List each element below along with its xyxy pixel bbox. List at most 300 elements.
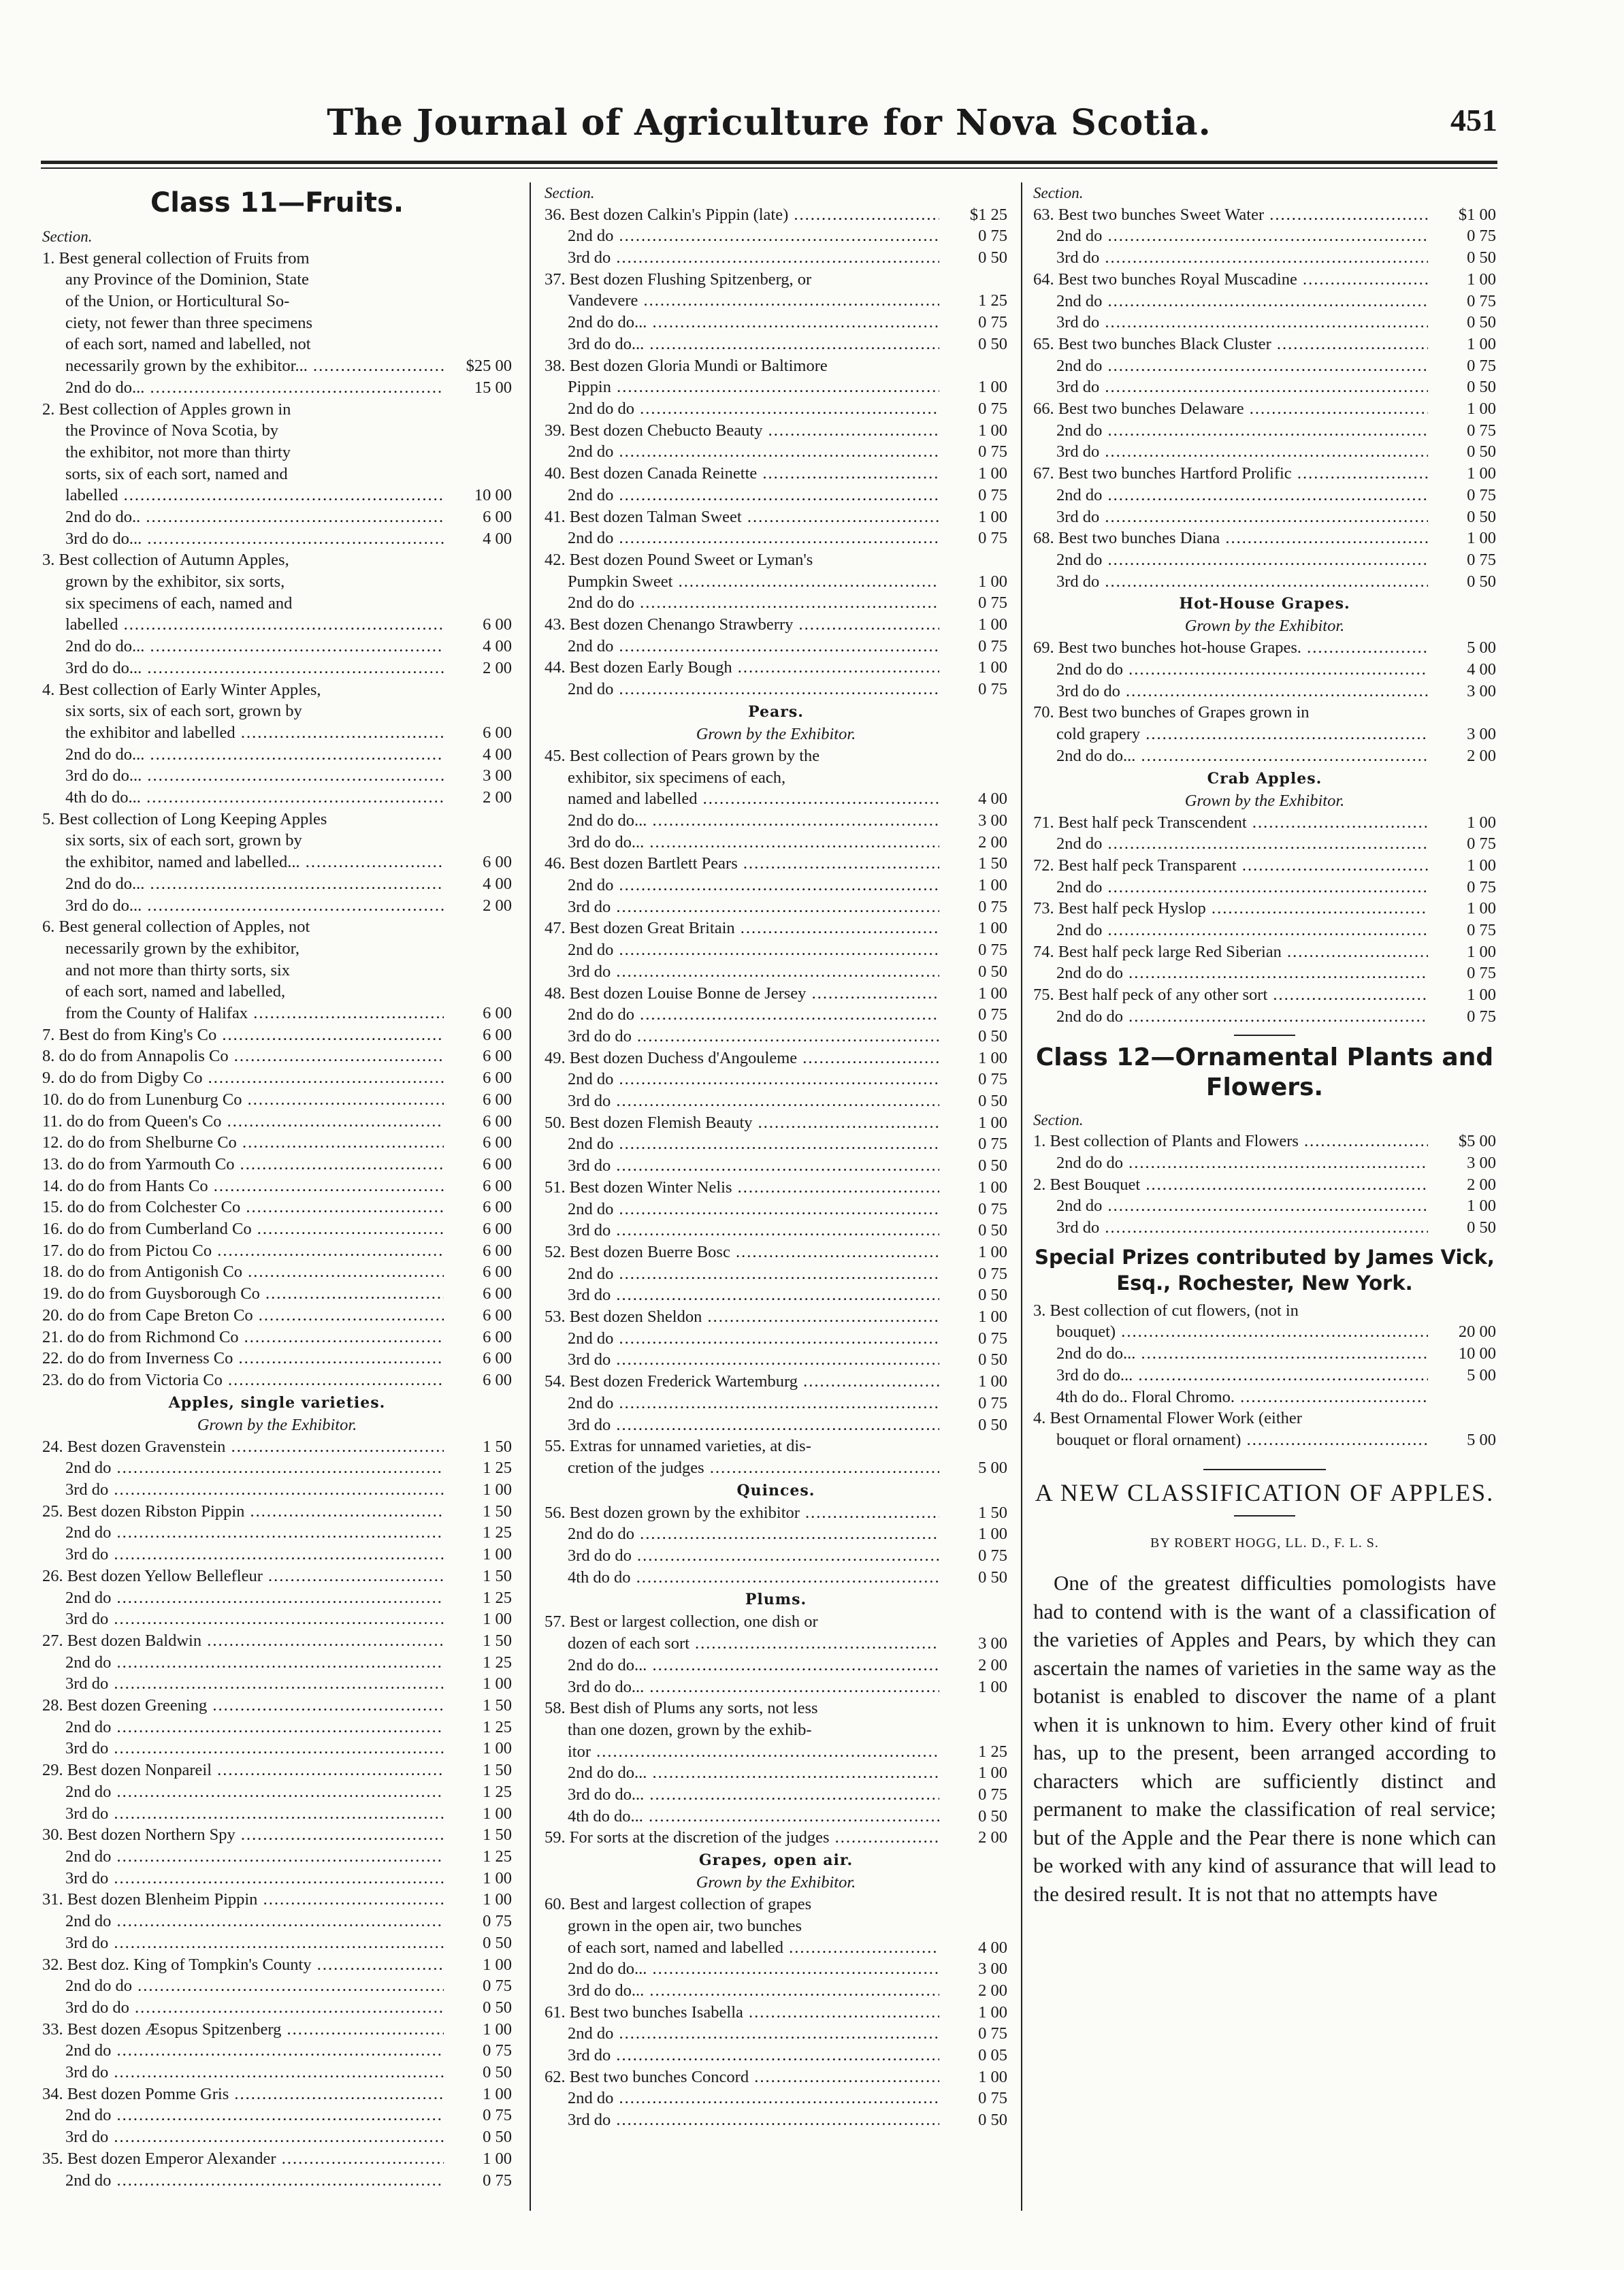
prize-label: 69. Best two bunches hot-house Grapes. ..... — [1033, 637, 1428, 659]
prize-entry — [545, 1655, 1007, 1676]
prize-amount: 1 00 — [483, 1674, 512, 1693]
prize-entry — [1033, 1195, 1496, 1217]
prize-entry — [545, 1177, 1007, 1199]
prize-amount: 0 75 — [978, 1264, 1007, 1283]
section-divider — [1234, 1035, 1295, 1036]
prize-amount: 1 00 — [978, 2003, 1007, 2022]
prize-entry-line — [545, 376, 1007, 398]
hot-house-grown-note: Grown by the Exhibitor. — [1184, 617, 1345, 636]
prize-label: 2nd do ..... — [42, 1652, 444, 1674]
apple-variety-entries — [42, 1436, 512, 2192]
prize-entry — [545, 592, 1007, 614]
prize-amount: 0 75 — [978, 1546, 1007, 1566]
prize-label: 3rd do do... ..... — [545, 1980, 939, 2002]
hot-house-grapes-heading: Hot-House Grapes. — [1179, 595, 1350, 613]
prize-label: 3rd do do ..... — [42, 1997, 444, 2019]
column-3 — [1033, 182, 1496, 2211]
article-divider — [1203, 1469, 1326, 1470]
prize-entry — [42, 1889, 512, 1911]
prize-label-line: 2. Best collection of Apples grown in — [42, 400, 291, 419]
prize-entry-line — [1033, 1321, 1496, 1343]
prize-label-line: 4. Best collection of Early Winter Apples, — [42, 680, 321, 699]
prize-amount: 5 00 — [978, 1458, 1007, 1477]
pear-entries — [545, 745, 1007, 1479]
prize-amount: 0 75 — [978, 1135, 1007, 1154]
prize-label: 3rd do ..... — [545, 1220, 939, 1242]
prize-amount: 2 00 — [978, 1655, 1007, 1674]
class-12-section-label: Section. — [1033, 1111, 1084, 1129]
prize-amount: 0 75 — [483, 2171, 512, 2190]
prize-amount: 1 50 — [483, 1696, 512, 1715]
prize-label: 47. Best dozen Great Britain ..... — [545, 918, 939, 939]
prize-entry — [545, 1784, 1007, 1806]
prize-label: 3rd do ..... — [42, 1868, 444, 1890]
prize-entry — [42, 1111, 512, 1133]
article-title: A NEW CLASSIFICATION OF APPLES. — [1035, 1478, 1495, 1506]
prize-entry — [545, 1980, 1007, 2002]
prize-amount: 0 75 — [483, 1977, 512, 1996]
prize-amount: 1 25 — [483, 1653, 512, 1672]
prize-amount: 1 50 — [978, 1503, 1007, 1522]
prize-amount: 1 00 — [978, 1178, 1007, 1197]
prize-label-line: 57. Best or largest collection, one dish or — [545, 1612, 818, 1632]
header-rule-thin — [41, 167, 1497, 169]
prize-label-line: 37. Best dozen Flushing Spitzenberg, or — [545, 270, 812, 289]
prize-entry — [1033, 291, 1496, 312]
prize-label: 7. Best do from King's Co ..... — [42, 1024, 444, 1046]
prize-label: cold grapery ..... — [1033, 724, 1428, 745]
prize-label: 1. Best collection of Plants and Flowers ..... — [1033, 1131, 1428, 1152]
prize-entry — [42, 1457, 512, 1479]
prize-label: 54. Best dozen Frederick Wartemburg ..... — [545, 1371, 939, 1393]
prize-label: 3rd do ..... — [1033, 506, 1428, 528]
column-1 — [42, 182, 512, 2211]
header-rule — [41, 161, 1497, 164]
prize-label: 2nd do ..... — [545, 679, 939, 700]
prize-amount: 1 00 — [978, 1242, 1007, 1261]
prize-label: 2nd do do... ..... — [545, 1655, 939, 1676]
prize-entry — [42, 1522, 512, 1544]
prize-entry — [42, 1501, 512, 1523]
prize-amount: 0 50 — [483, 2063, 512, 2082]
prize-amount: 0 75 — [978, 529, 1007, 548]
prize-label: 3rd do ..... — [42, 1932, 444, 1954]
prize-label: 2nd do ..... — [42, 1587, 444, 1609]
grown-by-exhibitor-note: Grown by the Exhibitor. — [197, 1415, 357, 1434]
prize-label: Vandevere ..... — [545, 290, 939, 312]
prize-entry — [42, 2083, 512, 2105]
prize-amount: 0 75 — [978, 1005, 1007, 1024]
prize-amount: 1 00 — [978, 658, 1007, 677]
prize-entry — [42, 2126, 512, 2148]
prize-label: dozen of each sort ..... — [545, 1633, 939, 1655]
prize-entry — [1033, 506, 1496, 528]
prize-label: 50. Best dozen Flemish Beauty ..... — [545, 1112, 939, 1134]
prize-label: 2nd do ..... — [545, 528, 939, 549]
prize-entry — [42, 1197, 512, 1218]
prize-entry — [1033, 441, 1496, 463]
prize-amount: 0 50 — [1467, 572, 1496, 591]
prize-label: 2nd do ..... — [1033, 1195, 1428, 1217]
prize-label: 3rd do do ..... — [545, 1545, 939, 1567]
prize-amount: 1 00 — [1467, 270, 1496, 289]
prize-amount: 1 25 — [483, 1847, 512, 1866]
prize-entry — [545, 939, 1007, 961]
prize-entry — [42, 506, 512, 528]
prize-label: 2nd do ..... — [42, 1717, 444, 1738]
prize-entry — [545, 506, 1007, 528]
prize-label: 3rd do ..... — [1033, 441, 1428, 463]
prize-amount: 1 00 — [978, 421, 1007, 440]
prize-amount: 1 00 — [483, 1610, 512, 1629]
class-12-title: Class 12—Ornamental Plants and Flowers. — [1035, 1043, 1494, 1101]
prize-label: 3rd do do ..... — [545, 1026, 939, 1048]
prize-entry — [1033, 376, 1496, 398]
prize-entry — [545, 810, 1007, 832]
prize-label: 43. Best dozen Chenango Strawberry ..... — [545, 614, 939, 636]
prize-entry — [545, 1393, 1007, 1414]
prize-label: 32. Best doz. King of Tompkin's County ..... — [42, 1954, 444, 1976]
prize-entry — [42, 1566, 512, 1587]
prize-amount: 6 00 — [483, 1025, 512, 1044]
prize-label: 19. do do from Guysborough Co ..... — [42, 1283, 444, 1305]
prize-entry — [1033, 225, 1496, 247]
prize-entry — [545, 1371, 1007, 1393]
prize-label: 75. Best half peck of any other sort ..... — [1033, 984, 1428, 1006]
prize-amount: 1 25 — [978, 1742, 1007, 1761]
prize-label: 3rd do ..... — [545, 2045, 939, 2066]
prize-entry — [545, 1676, 1007, 1698]
prize-label: 9. do do from Digby Co ..... — [42, 1067, 444, 1089]
prize-entry — [1033, 269, 1496, 291]
prize-entry — [545, 1004, 1007, 1026]
prize-label: 2nd do ..... — [545, 939, 939, 961]
apple-variety-entries-cont — [545, 204, 1007, 700]
prize-amount: 4 00 — [978, 1938, 1007, 1957]
prize-entry — [42, 1132, 512, 1154]
prize-label-line: 70. Best two bunches of Grapes grown in — [1033, 703, 1310, 722]
prize-amount: 0 50 — [1467, 378, 1496, 397]
prize-label: 2nd do do... ..... — [42, 873, 444, 895]
prize-label: 2nd do ..... — [42, 2105, 444, 2126]
prize-entry — [42, 1327, 512, 1348]
prize-label: 2nd do ..... — [42, 2170, 444, 2192]
prize-label: 59. For sorts at the discretion of the judges ..... — [545, 1827, 939, 1849]
prize-amount: 0 75 — [483, 1912, 512, 1931]
prize-label: 12. do do from Shelburne Co ..... — [42, 1132, 444, 1154]
prize-amount: 0 75 — [1467, 485, 1496, 504]
prize-label-line: 60. Best and largest collection of grapes — [545, 1895, 812, 1914]
prize-label: 3rd do ..... — [42, 1479, 444, 1501]
prize-entry — [545, 745, 1007, 810]
prize-label: 65. Best two bunches Black Cluster ..... — [1033, 334, 1428, 355]
prize-label: 4th do do... ..... — [545, 1806, 939, 1828]
prize-amount: 0 75 — [1467, 834, 1496, 854]
prize-label: 62. Best two bunches Concord ..... — [545, 2066, 939, 2088]
prize-label: 3rd do do... ..... — [545, 1676, 939, 1698]
prize-label: labelled ..... — [42, 485, 444, 506]
prize-amount: 6 00 — [483, 1241, 512, 1260]
prize-amount: 1 00 — [483, 1890, 512, 1909]
prize-label: 14. do do from Hants Co ..... — [42, 1175, 444, 1197]
prize-entry — [42, 1089, 512, 1111]
prize-amount: 4 00 — [978, 790, 1007, 809]
prize-entry-line — [1033, 724, 1496, 745]
prize-label: 3rd do ..... — [1033, 376, 1428, 398]
prize-label-line: the exhibitor, not more than thirty — [65, 442, 291, 461]
prize-entry — [545, 679, 1007, 700]
prize-entry — [1033, 659, 1496, 681]
prize-entry-line — [545, 1633, 1007, 1655]
prize-label: 2nd do do... ..... — [42, 636, 444, 658]
prize-entry — [42, 399, 512, 506]
class-11-title: Class 11—Fruits. — [150, 187, 404, 218]
prize-label: Pippin ..... — [545, 376, 939, 398]
prize-label: 40. Best dozen Canada Reinette ..... — [545, 463, 939, 485]
prize-amount: 3 00 — [1467, 681, 1496, 700]
prize-label: 3rd do do... ..... — [545, 334, 939, 355]
prize-amount: 1 00 — [1467, 942, 1496, 961]
column-divider-1 — [530, 182, 531, 2211]
prize-label: 10. do do from Lunenburg Co ..... — [42, 1089, 444, 1111]
prize-amount: 1 50 — [483, 1631, 512, 1650]
prize-label-line: six specimens of each, named and — [65, 594, 293, 613]
prize-label: 71. Best half peck Transcendent ..... — [1033, 812, 1428, 834]
prize-entry — [42, 1868, 512, 1890]
prize-label: 15. do do from Colchester Co ..... — [42, 1197, 444, 1218]
prize-entry — [1033, 941, 1496, 963]
prize-amount: 1 00 — [483, 1480, 512, 1499]
prize-label: 3rd do ..... — [42, 1738, 444, 1760]
prize-entry — [545, 225, 1007, 247]
prize-amount: 0 50 — [978, 334, 1007, 353]
prize-label: 2nd do ..... — [545, 1069, 939, 1090]
prize-amount: 0 75 — [978, 594, 1007, 613]
prize-amount: 10 00 — [1458, 1344, 1496, 1363]
prize-amount: 6 00 — [483, 1047, 512, 1066]
prize-label: 2nd do do... ..... — [42, 744, 444, 766]
prize-entry — [1033, 877, 1496, 898]
prize-entry — [42, 1803, 512, 1825]
prize-label: 8. do do from Annapolis Co ..... — [42, 1045, 444, 1067]
prize-entry — [42, 658, 512, 679]
prize-label: 56. Best dozen grown by the exhibitor ..... — [545, 1502, 939, 1524]
prize-amount: 1 50 — [483, 1566, 512, 1585]
prize-label-line: 58. Best dish of Plums any sorts, not less — [545, 1699, 818, 1718]
prize-amount: 1 00 — [1467, 986, 1496, 1005]
prize-entry-line — [42, 722, 512, 744]
prize-amount: 1 00 — [978, 1677, 1007, 1696]
prize-entry — [545, 875, 1007, 896]
prize-amount: 6 00 — [483, 1370, 512, 1389]
prize-entry — [42, 1997, 512, 2019]
prize-entry — [545, 1502, 1007, 1524]
prize-amount: 0 75 — [978, 399, 1007, 418]
prize-entry — [545, 1026, 1007, 1048]
prize-amount: 6 00 — [483, 1284, 512, 1303]
prize-entry — [42, 636, 512, 658]
prize-amount: 1 50 — [483, 1437, 512, 1456]
prize-entry — [42, 2105, 512, 2126]
prize-label: 3rd do do... ..... — [42, 658, 444, 679]
prize-label: 24. Best dozen Gravenstein ..... — [42, 1436, 444, 1458]
prize-amount: 0 75 — [978, 1070, 1007, 1089]
prize-entry — [545, 1894, 1007, 1958]
prize-entry — [545, 853, 1007, 875]
prize-label: 2nd do ..... — [545, 2023, 939, 2045]
prize-amount: 0 50 — [1467, 507, 1496, 526]
class-12-entries — [1033, 1131, 1496, 1239]
prize-label: named and labelled ..... — [545, 788, 939, 810]
prize-label: 2nd do ..... — [545, 1133, 939, 1155]
prize-label: 63. Best two bunches Sweet Water ..... — [1033, 204, 1428, 226]
prize-entry — [545, 1328, 1007, 1350]
prize-label-line: 5. Best collection of Long Keeping Apples — [42, 809, 327, 828]
prize-entry — [1033, 702, 1496, 745]
prize-label: 2nd do do ..... — [545, 1523, 939, 1545]
prize-label: 2nd do ..... — [1033, 420, 1428, 442]
prize-entry — [1033, 745, 1496, 767]
section-label: Section. — [42, 228, 93, 245]
prize-label: 3rd do ..... — [1033, 247, 1428, 269]
prize-amount: 0 75 — [978, 2089, 1007, 2108]
prize-amount: 1 50 — [483, 1826, 512, 1845]
prize-amount: 1 25 — [483, 1459, 512, 1478]
prize-entry-line — [42, 485, 512, 506]
prize-amount: 1 25 — [483, 1523, 512, 1542]
prize-amount: 5 00 — [1467, 1365, 1496, 1384]
prize-label: 2nd do ..... — [545, 1199, 939, 1220]
prize-label: 72. Best half peck Transparent ..... — [1033, 855, 1428, 877]
prize-amount: 1 00 — [483, 2020, 512, 2039]
prize-entry — [42, 1348, 512, 1369]
prize-entry — [42, 1760, 512, 1781]
prize-amount: 0 50 — [978, 1026, 1007, 1045]
prize-amount: 0 75 — [978, 1329, 1007, 1348]
prize-entry — [545, 1436, 1007, 1478]
prize-amount: 1 00 — [483, 2149, 512, 2168]
prize-entry — [545, 1611, 1007, 1654]
prize-label: 3rd do ..... — [42, 2126, 444, 2148]
prize-label: 2nd do do ..... — [42, 1975, 444, 1997]
prize-entry — [1033, 1343, 1496, 1365]
prize-amount: 6 00 — [483, 723, 512, 742]
prize-label: 3rd do do... ..... — [545, 832, 939, 854]
prize-label: 2nd do ..... — [42, 2040, 444, 2062]
prize-label: 34. Best dozen Pomme Gris ..... — [42, 2083, 444, 2105]
prize-label: from the County of Halifax ..... — [42, 1003, 444, 1024]
prize-entry — [545, 1958, 1007, 1980]
prize-amount: 0 75 — [978, 442, 1007, 461]
prize-label: 64. Best two bunches Royal Muscadine ..... — [1033, 269, 1428, 291]
prize-entry — [42, 1024, 512, 1046]
prize-label: 2nd do ..... — [545, 875, 939, 896]
prize-amount: 2 00 — [483, 658, 512, 677]
prize-amount: 1 00 — [978, 919, 1007, 938]
prize-entry — [42, 2062, 512, 2083]
prize-entry — [545, 1090, 1007, 1112]
prize-amount: 2 00 — [978, 1981, 1007, 2000]
prize-amount: 5 00 — [1467, 1430, 1496, 1449]
prize-label: necessarily grown by the exhibitor... ..... — [42, 355, 444, 377]
prize-label: 23. do do from Victoria Co ..... — [42, 1369, 444, 1391]
prize-entry — [42, 1673, 512, 1695]
prize-amount: 1 00 — [1467, 464, 1496, 483]
apples-single-varieties-heading: Apples, single varieties. — [168, 1393, 386, 1412]
prize-entry — [42, 1305, 512, 1327]
prize-entry — [1033, 204, 1496, 226]
prize-entry — [42, 1261, 512, 1283]
prize-entry — [1033, 962, 1496, 984]
prize-entry — [42, 1911, 512, 1932]
prize-label: 2nd do ..... — [545, 485, 939, 506]
prize-entry-line — [42, 614, 512, 636]
prize-label: 2nd do ..... — [1033, 920, 1428, 941]
prize-entry — [545, 420, 1007, 442]
prize-amount: 0 75 — [483, 2106, 512, 2125]
prize-label: bouquet) ..... — [1033, 1321, 1428, 1343]
prize-entry — [1033, 1174, 1496, 1196]
prize-amount: 0 50 — [978, 1350, 1007, 1369]
prize-amount: 0 75 — [978, 680, 1007, 699]
prize-entry — [1033, 1300, 1496, 1343]
prize-amount: 4 00 — [483, 745, 512, 764]
prize-amount: 1 00 — [978, 572, 1007, 591]
prize-amount: 1 00 — [1467, 856, 1496, 875]
prize-label: 31. Best dozen Blenheim Pippin ..... — [42, 1889, 444, 1911]
prize-amount: 1 00 — [483, 1868, 512, 1887]
prize-label: 39. Best dozen Chebucto Beauty ..... — [545, 420, 939, 442]
prize-entry-line — [545, 1937, 1007, 1959]
prize-label: 3rd do ..... — [42, 1544, 444, 1566]
prize-label: 2nd do ..... — [545, 1328, 939, 1350]
prize-amount: 3 00 — [1467, 725, 1496, 744]
prize-label: 2nd do do ..... — [1033, 962, 1428, 984]
prize-label-line: six sorts, six of each sort, grown by — [65, 702, 302, 721]
prize-label-line: 3. Best collection of cut flowers, (not in — [1033, 1301, 1299, 1320]
prize-entry — [1033, 681, 1496, 702]
prize-entry-line — [545, 1741, 1007, 1763]
prize-entry — [545, 1698, 1007, 1762]
prize-label: 4th do do.. Floral Chromo. ..... — [1033, 1387, 1428, 1408]
prize-entry — [42, 679, 512, 744]
prize-label: cretion of the judges ..... — [545, 1457, 939, 1479]
prize-amount: 1 00 — [1467, 529, 1496, 548]
prize-label: 3rd do ..... — [1033, 571, 1428, 593]
prize-label: 3rd do do... ..... — [42, 895, 444, 917]
prize-label: 51. Best dozen Winter Nelis ..... — [545, 1177, 939, 1199]
prize-label: 2nd do ..... — [1033, 291, 1428, 312]
prize-label-line: ciety, not fewer than three specimens — [65, 313, 313, 332]
prize-amount: 5 00 — [1467, 638, 1496, 658]
prize-label: 3rd do do... ..... — [42, 528, 444, 550]
prize-entry — [42, 744, 512, 766]
prize-entry — [1033, 984, 1496, 1006]
prize-amount: 3 00 — [978, 1634, 1007, 1653]
prize-entry — [42, 377, 512, 399]
prize-label-line: 6. Best general collection of Apples, not — [42, 918, 310, 937]
prize-entry — [42, 2040, 512, 2062]
prize-entry — [545, 1069, 1007, 1090]
prize-entry — [42, 248, 512, 377]
prize-label: 2nd do ..... — [1033, 877, 1428, 898]
prize-entry — [1033, 1152, 1496, 1174]
prize-entry — [545, 2088, 1007, 2109]
prize-entry-line — [545, 571, 1007, 593]
prize-entry — [545, 549, 1007, 592]
prize-amount: 0 50 — [978, 1221, 1007, 1240]
column-2 — [545, 182, 1007, 2211]
